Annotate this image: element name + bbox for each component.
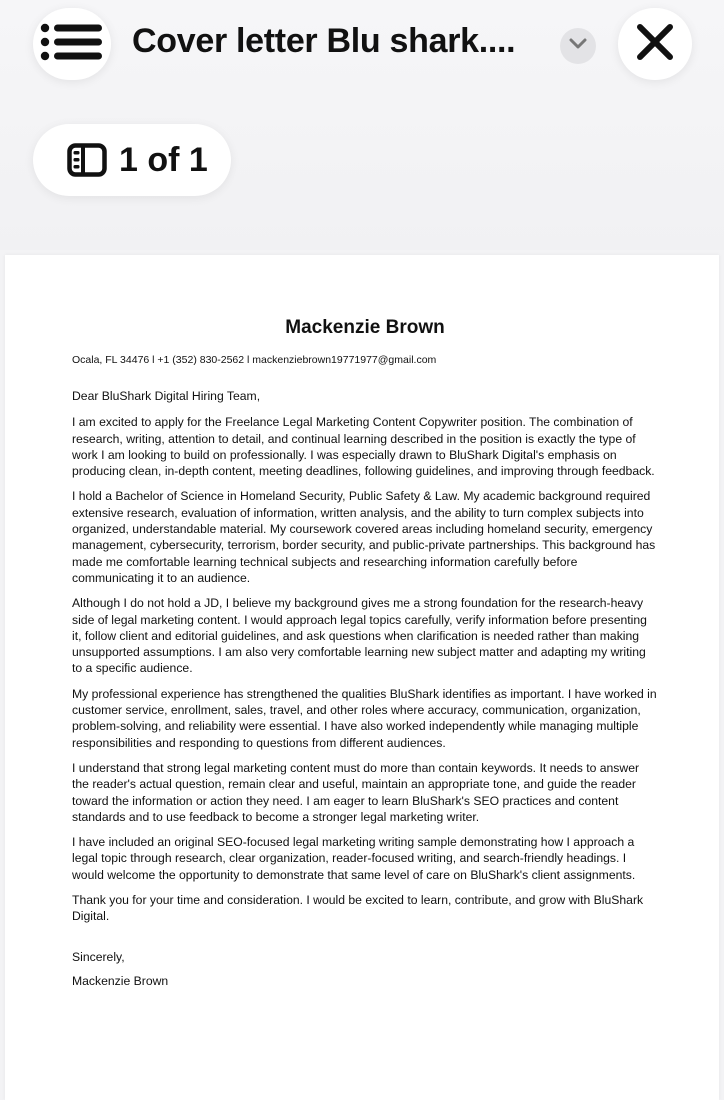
contact-line: Ocala, FL 34476 l +1 (352) 830-2562 l mackenziebrown19771977@gmail.com bbox=[72, 354, 437, 366]
document-page[interactable] bbox=[5, 255, 719, 1100]
page-indicator-button[interactable] bbox=[33, 124, 231, 196]
document-title[interactable]: Cover letter Blu shark.... bbox=[132, 22, 516, 60]
list-menu-icon bbox=[40, 23, 104, 66]
letter-paragraph: Although I do not hold a JD, I believe my background gives me a strong foundation for the research-heavy side of legal marketing content. I would approach legal topics carefully, verify information before presenting it, follow client and editorial guidelines, and ask questions when clarification is needed rather than making unsupported assumptions. I am also very comfortable learning new subject matter and adapting my writing to a specific audience. bbox=[72, 596, 647, 676]
letter-paragraph: Thank you for your time and consideration. I would be excited to learn, contribute, and grow with BluShark Digital. bbox=[72, 893, 644, 924]
menu-button[interactable] bbox=[33, 8, 111, 80]
close-button[interactable] bbox=[618, 8, 692, 80]
page-indicator-label: 1 of 1 bbox=[119, 140, 208, 179]
letter-paragraph: I understand that strong legal marketing content must do more than contain keywords. It needs to answer the reader's actual question, remain clear and useful, maintain an appropriate tone, and guide the reader toward the information or action they need. I am eager to learn BluShark's SEO practices and content standards and to use feedback to become a stronger legal marketing writer. bbox=[72, 760, 640, 824]
letter-paragraph: My professional experience has strengthened the qualities BluShark identifies as important. I have worked in customer service, enrollment, sales, travel, and other roles where accuracy, communication, organization, problem-solving, and reliability were essential. I have also worked independently while managing multiple responsibilities and responding to questions from different audiences. bbox=[72, 686, 657, 750]
closing: Sincerely, bbox=[72, 949, 125, 964]
applicant-name: Mackenzie Brown bbox=[285, 317, 445, 338]
letter-paragraph: I have included an original SEO-focused legal marketing writing sample demonstrating how I approach a legal topic through research, clear organization, reader-focused writing, and search-friendly headings. I would welcome the opportunity to demonstrate that same level of care on BluShark's client assignments. bbox=[72, 835, 636, 882]
title-options-button[interactable] bbox=[560, 28, 596, 64]
document-toolbar bbox=[0, 0, 724, 250]
sidebar-thumbnails-icon bbox=[67, 143, 107, 177]
letter-paragraph: I hold a Bachelor of Science in Homeland Security, Public Safety & Law. My academic background required extensive research, evaluation of information, written analysis, and the ability to turn complex subjects into organized, understandable material. My coursework covered areas including homeland security, emergency management, cybersecurity, terrorism, border security, and public-private partnerships. This background has made me comfortable learning technical subjects and researching information carefully before communicating it to an audience. bbox=[72, 489, 656, 585]
cover-letter bbox=[72, 317, 658, 998]
signature: Mackenzie Brown bbox=[72, 973, 169, 988]
close-icon bbox=[636, 23, 674, 66]
chevron-down-icon bbox=[569, 37, 587, 55]
letter-paragraph: I am excited to apply for the Freelance Legal Marketing Content Copywriter position. The combination of research, writing, attention to detail, and continual learning described in the position is exactly the type of work I am looking to build on professionally. I was especially drawn to BluShark Digital's emphasis on producing clean, in-depth content, meeting deadlines, following guidelines, and improving through feedback. bbox=[72, 415, 655, 479]
salutation: Dear BluShark Digital Hiring Team, bbox=[72, 389, 261, 403]
